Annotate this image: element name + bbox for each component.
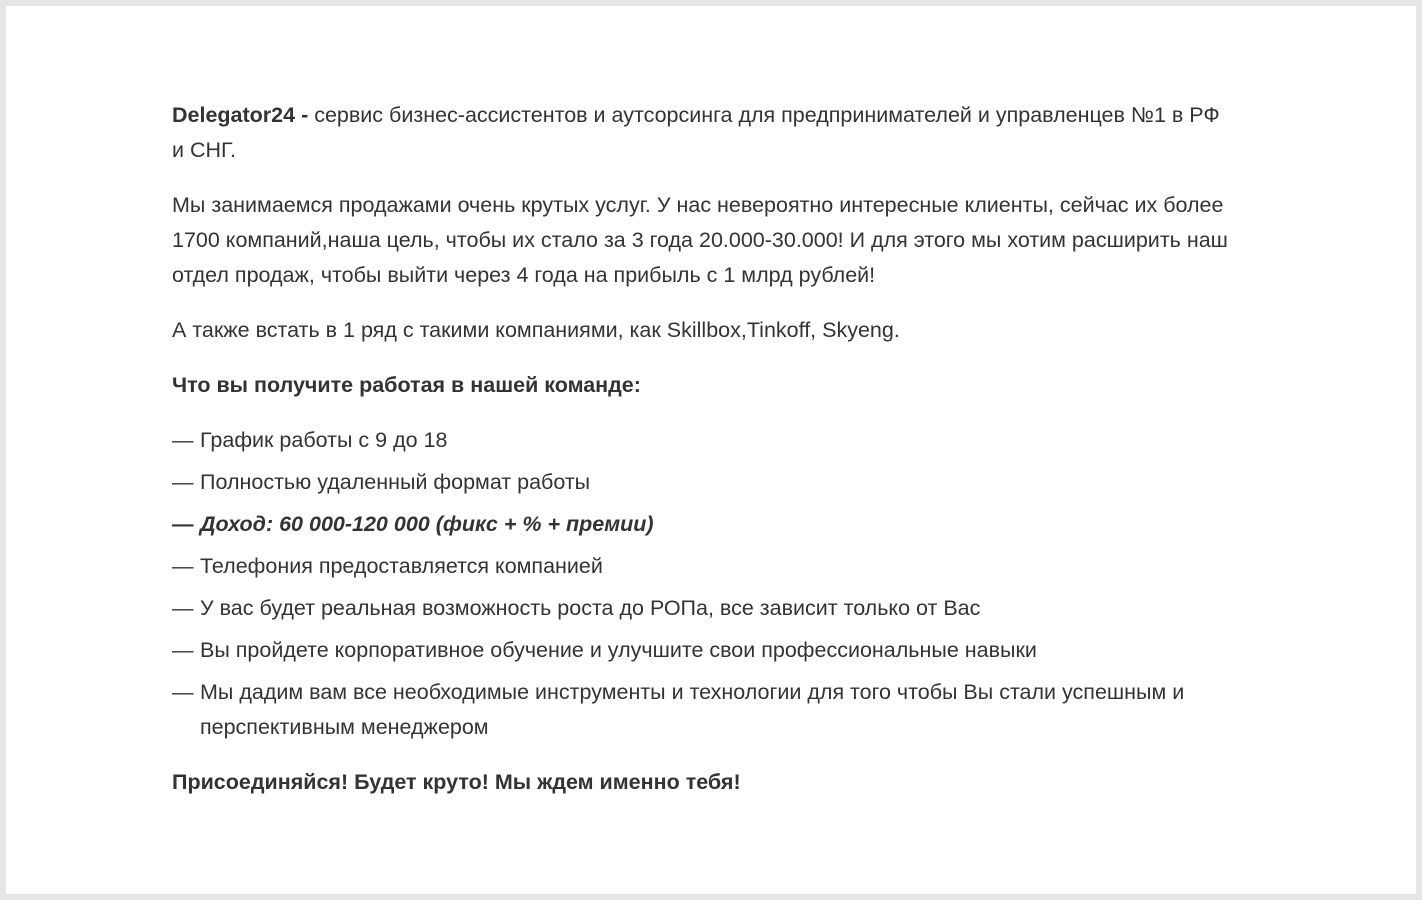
document-page <box>6 6 1416 894</box>
list-item <box>172 633 1232 668</box>
benefit-text: Вы пройдете корпоративное обучение и улучшите свои профессиональные навыки <box>200 638 1037 662</box>
benefit-income-text: Доход: 60 000-120 000 (фикс + % + премии) <box>200 512 654 536</box>
benefit-text: Телефония предоставляется компанией <box>200 554 603 578</box>
benefits-list <box>172 423 1232 745</box>
dash-marker: — <box>172 428 194 452</box>
brand-separator: - <box>295 103 315 127</box>
intro-paragraph <box>172 98 1232 168</box>
peers-paragraph: А также встать в 1 ряд с такими компаниями, как Skillbox,Tinkoff, Skyeng. <box>172 318 900 342</box>
dash-marker: — <box>172 596 194 620</box>
list-item-income <box>172 507 1232 542</box>
dash-marker: — <box>172 470 194 494</box>
list-item <box>172 675 1232 745</box>
dash-marker: — <box>172 512 194 536</box>
list-item <box>172 465 1232 500</box>
closing-line: Присоединяйся! Будет круто! Мы ждем именно тебя! <box>172 770 741 794</box>
benefits-heading: Что вы получите работая в нашей команде: <box>172 373 641 397</box>
dash-marker: — <box>172 680 194 704</box>
list-item <box>172 591 1232 626</box>
brand-name: Delegator24 <box>172 103 296 127</box>
dash-marker: — <box>172 638 194 662</box>
benefit-text: График работы с 9 до 18 <box>200 428 448 452</box>
benefit-text: Полностью удаленный формат работы <box>200 470 591 494</box>
list-item <box>172 549 1232 584</box>
list-item <box>172 423 1232 458</box>
intro-description: сервис бизнес-ассистентов и аутсорсинга для предпринимателей и управленцев №1 в РФ и СНГ. <box>172 103 1220 162</box>
sales-paragraph: Мы занимаемся продажами очень крутых услуг. У нас невероятно интересные клиенты, сейчас их более 1700 компаний,наша цель, чтобы их стало за 3 года 20.000-30.000! И для этого мы хотим расширить наш отдел продаж, чтобы выйти через 4 года на прибыль с 1 млрд рублей! <box>172 193 1228 287</box>
vacancy-description <box>172 98 1232 820</box>
benefit-text: Мы дадим вам все необходимые инструменты и технологии для того чтобы Вы стали успешным и перспективным менеджером <box>200 680 1185 739</box>
dash-marker: — <box>172 554 194 578</box>
benefit-text: У вас будет реальная возможность роста до РОПа, все зависит только от Вас <box>200 596 981 620</box>
